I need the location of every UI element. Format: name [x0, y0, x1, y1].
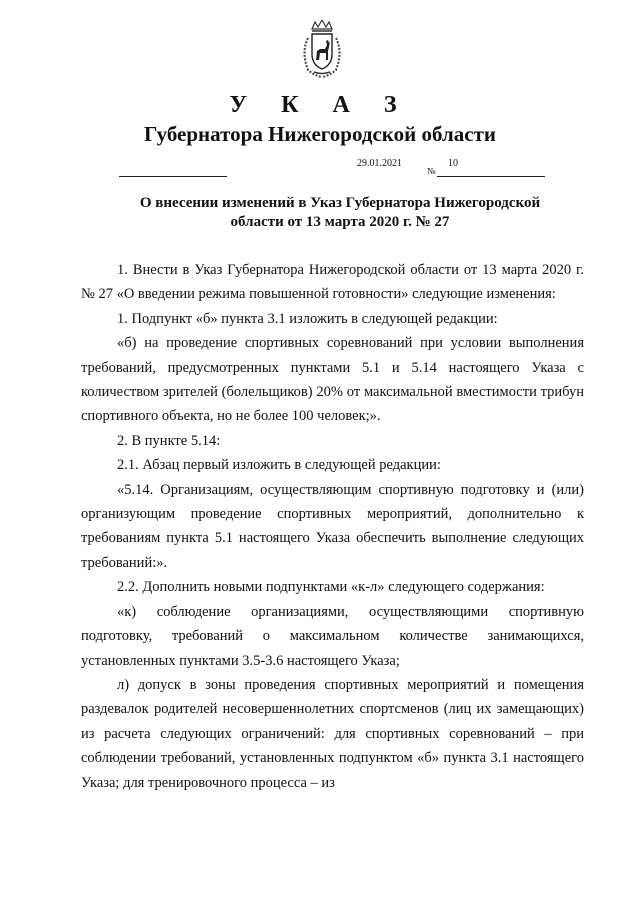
- number-underline: [437, 176, 545, 177]
- document-date: 29.01.2021: [357, 158, 402, 169]
- body-paragraph: 2.2. Дополнить новыми подпунктами «к-л» следующего содержания:: [117, 579, 545, 596]
- heading-line-2: области от 13 марта 2020 г. № 27: [230, 214, 450, 230]
- document-body: [81, 258, 584, 795]
- body-paragraph: «к) соблюдение организациями, осуществляющими спортивную подготовку, требований о максимальном количестве занимающихся, установленных пунктами 3.5-3.6 настоящего Указа;: [81, 603, 584, 669]
- document-heading: [120, 194, 560, 232]
- body-paragraph: 1. Подпункт «б» пункта 3.1 изложить в следующей редакции:: [117, 310, 498, 327]
- body-paragraph: 2.1. Абзац первый изложить в следующей редакции:: [117, 457, 441, 474]
- body-paragraph: 1. Внести в Указ Губернатора Нижегородской области от 13 марта 2020 г. № 27 «О введении режима повышенной готовности» следующие изменения:: [81, 262, 584, 303]
- body-paragraph: «б) на проведение спортивных соревнований при условии выполнения требований, предусмотренных пунктами 5.1 и 5.14 настоящего Указа с количеством зрителей (болельщиков) 20% от максимальной вместимости трибун спортивного объекта, но не более 100 человек;».: [81, 335, 584, 425]
- issuer-subtitle: Губернатора Нижегородской области: [144, 122, 496, 146]
- body-paragraph: «5.14. Организациям, осуществляющим спортивную подготовку и (или) организующим проведение спортивных мероприятий, дополнительно к требованиям пункта 5.1 настоящего Указа обеспечить выполнение следующих требований:».: [81, 481, 584, 571]
- number-label: №: [427, 166, 436, 176]
- document-number: 10: [448, 158, 458, 169]
- document-title: У К А З: [229, 92, 411, 118]
- body-paragraph: л) допуск в зоны проведения спортивных мероприятий и помещения раздевалок родителей несовершеннолетних спортсменов (лиц их замещающих) из расчета следующих ограничений: для спортивных соревнований – при соблюдении требований, установленных подпунктом «б» пункта 3.1 настоящего Указа; для тренировочного процесса – из: [81, 676, 584, 791]
- date-underline-left: [119, 176, 227, 177]
- coat-of-arms-icon: [299, 20, 345, 78]
- body-paragraph: 2. В пункте 5.14:: [117, 432, 221, 449]
- heading-line-1: О внесении изменений в Указ Губернатора Нижегородской: [139, 195, 541, 211]
